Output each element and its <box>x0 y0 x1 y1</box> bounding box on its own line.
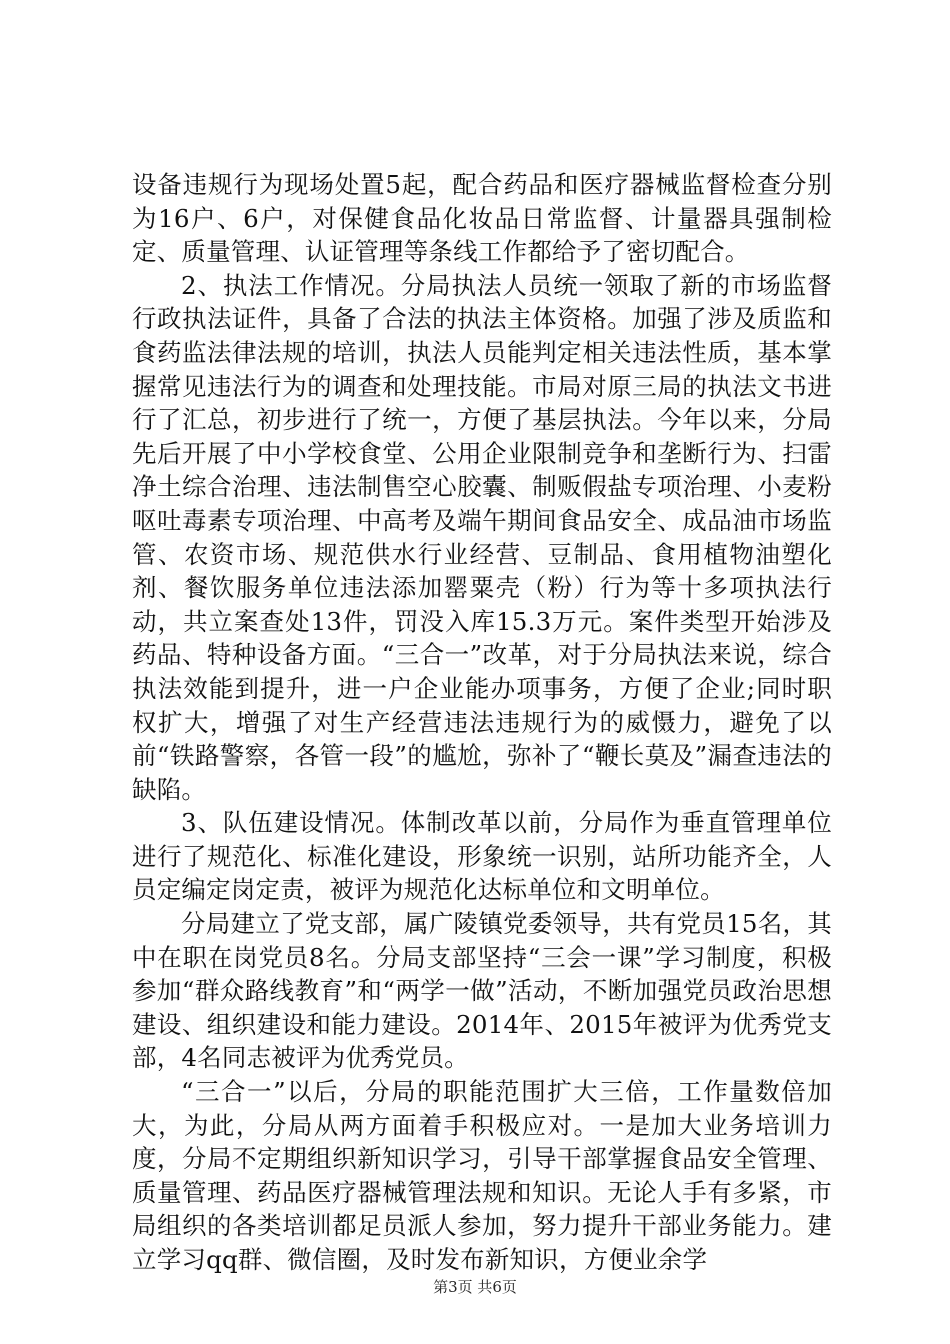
page-footer: 第3页 共6页 <box>433 1278 517 1296</box>
paragraph-party-branch: 分局建立了党支部，属广陵镇党委领导，共有党员15名，其中在职在岗党员8名。分局支部坚持“三会一课”学习制度，积极参加“群众路线教育”和“两学一做”活动，不断加强党员政治思想建设、组织建设和能力建设。2014年、2015年被评为优秀党支部，4名同志被评为优秀党员。 <box>132 909 832 1073</box>
paragraph-enforcement: 2、执法工作情况。分局执法人员统一领取了新的市场监督行政执法证件，具备了合法的执法主体资格。加强了涉及质监和食药监法律法规的培训，执法人员能判定相关违法性质，基本掌握常见违法行为的调查和处理技能。市局对原三局的执法文书进行了汇总，初步进行了统一，方便了基层执法。今年以来，分局先后开展了中小学校食堂、公用企业限制竞争和垄断行为、扫雷净土综合治理、违法制售空心胶囊、制贩假盐专项治理、小麦粉呕吐毒素专项治理、中高考及端午期间食品安全、成品油市场监管、农资市场、规范供水行业经营、豆制品、食用植物油塑化剂、餐饮服务单位违法添加罂粟壳（粉）行为等十多项执法行动，共立案查处13件，罚没入库15.3万元。案件类型开始涉及药品、特种设备方面。“三合一”改革，对于分局执法来说，综合执法效能到提升，进一户企业能办项事务，方便了企业;同时职权扩大，增强了对生产经营违法违规行为的威慑力，避免了以前“铁路警察，各管一段”的尴尬，弥补了“鞭长莫及”漏查违法的缺陷。 <box>132 270 832 804</box>
paragraph-three-in-one: “三合一”以后，分局的职能范围扩大三倍，工作量数倍加大，为此，分局从两方面着手积极应对。一是加大业务培训力度，分局不定期组织新知识学习，引导干部掌握食品安全管理、质量管理、药品医疗器械管理法规和知识。无论人手有多紧，市局组织的各类培训都足员派人参加，努力提升干部业务能力。建立学习qq群、微信圈，及时发布新知识，方便业余学 <box>132 1077 832 1274</box>
paragraph-continued: 设备违规行为现场处置5起，配合药品和医疗器械监督检查分别为16户、6户，对保健食品化妆品日常监督、计量器具强制检定、质量管理、认证管理等条线工作都给予了密切配合。 <box>132 170 832 267</box>
paragraph-team-building: 3、队伍建设情况。体制改革以前，分局作为垂直管理单位进行了规范化、标准化建设，形象统一识别，站所功能齐全，人员定编定岗定责，被评为规范化达标单位和文明单位。 <box>132 808 832 905</box>
body-text <box>132 168 832 1277</box>
